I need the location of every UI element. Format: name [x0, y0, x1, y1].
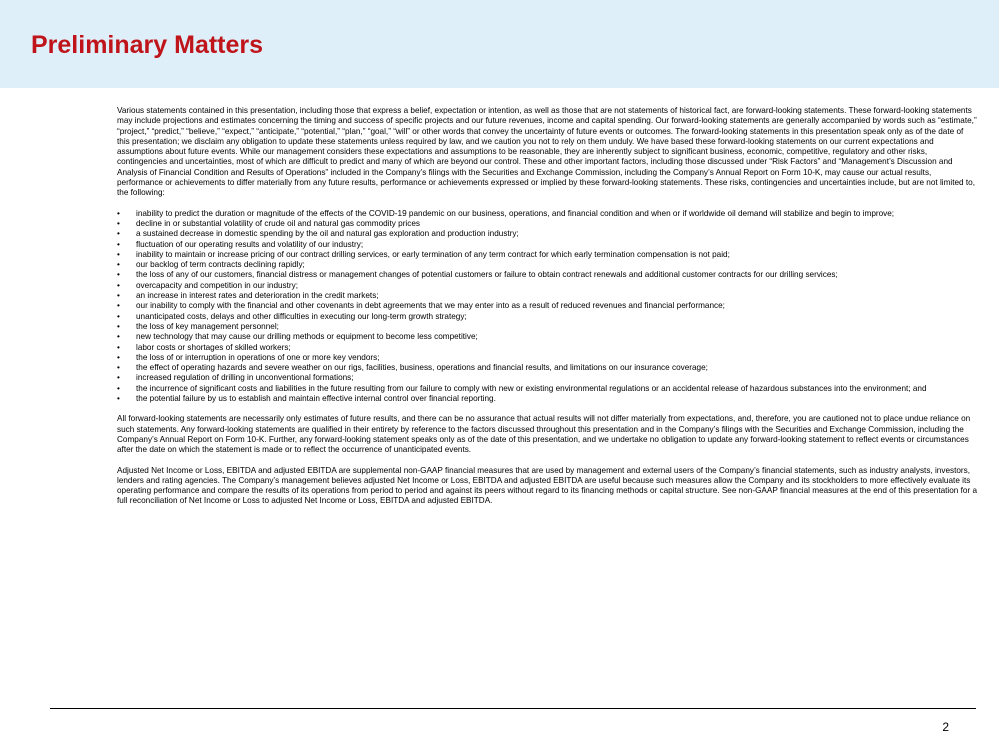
list-item-text: fluctuation of our operating results and volatility of our industry;	[136, 239, 364, 249]
list-item-text: the effect of operating hazards and severe weather on our rigs, facilities, business, operations and financial results, and limitations on our insurance coverage;	[136, 363, 708, 373]
bullet-icon: •	[117, 280, 120, 290]
bullet-icon: •	[117, 373, 120, 383]
list-item	[117, 363, 977, 373]
bullet-icon: •	[117, 291, 120, 301]
page-number: 2	[942, 720, 949, 734]
list-item	[117, 209, 977, 219]
list-item-text: the loss of key management personnel;	[136, 321, 279, 331]
list-item	[117, 322, 977, 332]
list-item	[117, 384, 977, 394]
list-item-text: unanticipated costs, delays and other difficulties in executing our long-term growth strategy;	[136, 311, 467, 321]
risk-factor-list	[117, 209, 977, 405]
list-item-text: a sustained decrease in domestic spending by the oil and natural gas exploration and production industry;	[136, 229, 519, 239]
bullet-icon: •	[117, 270, 120, 280]
list-item-text: inability to maintain or increase pricing of our contract drilling services, or early termination of any term contract for which early termination compensation is not paid;	[136, 249, 730, 259]
list-item-text: our inability to comply with the financial and other covenants in debt agreements that we may enter into as a result of reduced revenues and financial performance;	[136, 301, 725, 311]
list-item	[117, 291, 977, 301]
disclaimer-content	[117, 106, 977, 517]
list-item-text: decline in or substantial volatility of crude oil and natural gas commodity prices	[136, 218, 420, 228]
list-item-text: increased regulation of drilling in unconventional formations;	[136, 373, 354, 383]
bullet-icon: •	[117, 383, 120, 393]
bullet-icon: •	[117, 249, 120, 259]
bullet-icon: •	[117, 208, 120, 218]
list-item	[117, 219, 977, 229]
list-item-text: the loss of or interruption in operations of one or more key vendors;	[136, 352, 380, 362]
bullet-icon: •	[117, 352, 120, 362]
bullet-icon: •	[117, 363, 120, 373]
bullet-icon: •	[117, 301, 120, 311]
list-item	[117, 312, 977, 322]
header-band	[0, 0, 999, 88]
list-item	[117, 343, 977, 353]
list-item-text: our backlog of term contracts declining rapidly;	[136, 260, 305, 270]
bullet-icon: •	[117, 218, 120, 228]
list-item	[117, 332, 977, 342]
non-gaap-paragraph: Adjusted Net Income or Loss, EBITDA and adjusted EBITDA are supplemental non-GAAP financial measures that are used by management and external users of the Company’s financial statements, such as industry analysts, investors, lenders and rating agencies. The Company’s management believes adjusted Net Income or Loss, EBITDA and adjusted EBITDA are useful because such measures allow the Company and its stockholders to more effectively evaluate its operating performance and compare the results of its operations from period to period and against its peers without regard to its financing methods or capital structure. See non-GAAP financial measures at the end of this presentation for a full reconciliation of Net Income or Loss to adjusted Net Income or Loss, EBITDA and adjusted EBITDA.	[117, 465, 978, 506]
list-item-text: labor costs or shortages of skilled workers;	[136, 342, 291, 352]
list-item-text: the potential failure by us to establish and maintain effective internal control over financial reporting.	[136, 394, 496, 404]
bullet-icon: •	[117, 229, 120, 239]
bullet-icon: •	[117, 311, 120, 321]
list-item-text: inability to predict the duration or magnitude of the effects of the COVID-19 pandemic on our business, operations, and financial condition and when or if worldwide oil demand will stabilize and begin to improve;	[136, 208, 895, 218]
bullet-icon: •	[117, 321, 120, 331]
footer-divider	[50, 708, 976, 709]
list-item	[117, 373, 977, 383]
list-item	[117, 353, 977, 363]
list-item-text: overcapacity and competition in our industry;	[136, 280, 299, 290]
list-item-text: an increase in interest rates and deterioration in the credit markets;	[136, 291, 379, 301]
list-item	[117, 270, 977, 280]
list-item	[117, 260, 977, 270]
bullet-icon: •	[117, 342, 120, 352]
intro-paragraph: Various statements contained in this presentation, including those that express a belief, expectation or intention, as well as those that are not statements of historical fact, are forward-looking statements. These forward-looking statements may include projections and estimates concerning the timing and success of specific projects and our future revenues, income and capital spending. Our forward-looking statements are generally accompanied by words such as “estimate,” “project,” “predict,” “believe,” “expect,” “anticipate,” “potential,” “plan,” “goal,” “will” or other words that convey the uncertainty of future events or outcomes. The forward-looking statements in this presentation speak only as of the date of this presentation; we disclaim any obligation to update these statements unless required by law, and we caution you not to rely on them unduly. We have based these forward-looking statements on our current expectations and assumptions about future events. While our management considers these expectations and assumptions to be reasonable, they are inherently subject to significant business, economic, competitive, regulatory and other risks, contingencies and uncertainties, most of which are difficult to predict and many of which are beyond our control. These and other important factors, including those discussed under “Risk Factors” and “Management’s Discussion and Analysis of Financial Condition and Results of Operations” included in the Company’s filings with the Securities and Exchange Commission, including the Company’s Annual Report on Form 10-K, may cause our actual results, performance or achievements to differ materially from any future results, performance or achievements expressed or implied by these forward-looking statements. These risks, contingencies and uncertainties include, but are not limited to, the following:	[117, 106, 977, 198]
bullet-icon: •	[117, 332, 120, 342]
list-item	[117, 240, 977, 250]
list-item-text: new technology that may cause our drilling methods or equipment to become less competitive;	[136, 332, 478, 342]
list-item	[117, 229, 977, 239]
bullet-icon: •	[117, 394, 120, 404]
bullet-icon: •	[117, 260, 120, 270]
caution-paragraph: All forward-looking statements are necessarily only estimates of future results, and there can be no assurance that actual results will not differ materially from expectations, and, therefore, you are cautioned not to place undue reliance on such statements. Any forward-looking statements are qualified in their entirety by reference to the factors discussed throughout this presentation and in the Company’s filings with the Securities and Exchange Commission, including the Company’s Annual Report on Form 10-K. Further, any forward-looking statement speaks only as of the date of this presentation, and we undertake no obligation to update any forward-looking statement to reflect events or circumstances after the date on which the statement is made or to reflect the occurrence of unanticipated events.	[117, 414, 971, 455]
list-item	[117, 281, 977, 291]
list-item	[117, 394, 977, 404]
list-item	[117, 301, 977, 311]
bullet-icon: •	[117, 239, 120, 249]
list-item	[117, 250, 977, 260]
list-item-text: the loss of any of our customers, financial distress or management changes of potential customers or failure to obtain contract renewals and additional customer contracts for our drilling services;	[136, 270, 838, 280]
page-title: Preliminary Matters	[31, 31, 264, 59]
list-item-text: the incurrence of significant costs and liabilities in the future resulting from our failure to comply with new or existing environmental regulations or an accidental release of hazardous substances into the environment; and	[136, 383, 927, 393]
